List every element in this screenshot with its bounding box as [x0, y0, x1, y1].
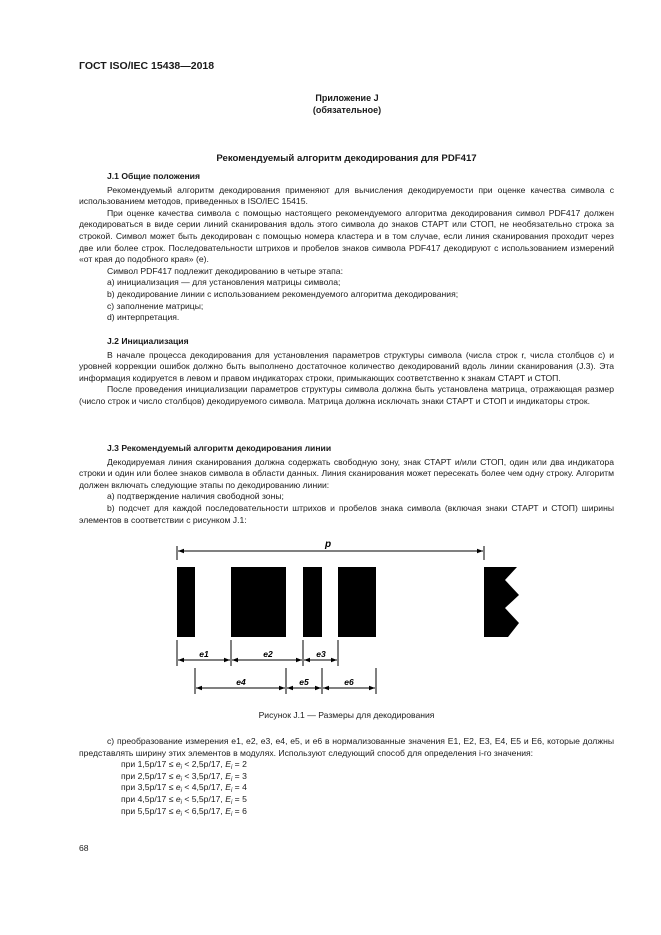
label-e6: e6 — [344, 677, 354, 687]
bar-broken — [484, 567, 519, 637]
paragraph: В начале процесса декодирования для установления параметров структуры символа (числа строк r, числа столбцов c) и уровней коррекции ошибок должно быть выполнено достаточное количество декодирований вдоль линии сканирования (J.3). Эта информация кодируется в левом и правом индикаторах строки, примыкающих соответственно к знакам СТАРТ и СТОП. — [79, 349, 614, 383]
paragraph: b) подсчет для каждой последовательности штрихов и пробелов знака символа (включая знаки СТАРТ и СТОП) ширины элементов в соответствии с рисунком J.1: — [79, 502, 614, 525]
paragraph: После проведения инициализации параметров структуры символа должна быть установлена матрица, отражающая размер (число строк и число столбцов) декодируемого символа. Матрица должна исключать знаки СТАРТ и СТОП и индикаторы строк. — [79, 384, 614, 406]
label-e5: e5 — [299, 677, 309, 687]
rule-line: при $5,5p/17 \le e_i < 6,5p/17$, $E_i = 6$ — [121, 805, 247, 818]
dimension-p — [177, 539, 484, 560]
dimension-row-lower — [195, 668, 376, 694]
section-heading: J.3 Рекомендуемый алгоритм декодирования линии — [107, 443, 332, 453]
label-p: p — [324, 539, 332, 550]
annex-title: Приложение J — [315, 93, 379, 103]
section-normalization — [79, 736, 614, 817]
bar-3 — [303, 567, 322, 637]
paragraph: c) преобразование измерения e1, e2, e3, e4, e5, и e6 в нормализованные значения E1, E2, E3, E4, E5 и E6, которые должны представлять ширину этих элементов в модулях. Используют следующий способ для определения i-го значения: — [79, 736, 614, 758]
label-e3: e3 — [316, 649, 326, 659]
rule-line: при $2,5p/17 \le e_i < 3,5p/17$, $E_i = 3$ — [121, 770, 247, 783]
standard-header: ГОСТ ISO/IEC 15438—2018 — [79, 60, 215, 72]
label-e4: e4 — [236, 677, 246, 687]
annex-status: (обязательное) — [312, 105, 382, 115]
bar-2 — [231, 567, 286, 637]
list-item: c) заполнение матрицы; — [107, 300, 204, 311]
label-e1: e1 — [199, 649, 209, 659]
list-item: а) подтверждение наличия свободной зоны; — [107, 491, 284, 502]
label-e2: e2 — [263, 649, 273, 659]
section-heading: J.1 Общие положения — [107, 171, 200, 181]
bar-1 — [177, 567, 195, 637]
rule-line: при $1,5p/17 \le e_i < 2,5p/17$, $E_i = 2$ — [121, 759, 247, 772]
list-item: d) интерпретация. — [107, 312, 180, 323]
list-item: b) декодирование линии с использованием рекомендуемого алгоритма декодирования; — [107, 288, 459, 299]
rule-line: при $4,5p/17 \le e_i < 5,5p/17$, $E_i = 5$ — [121, 793, 247, 806]
dimension-row-upper — [177, 640, 338, 666]
figure-caption: Рисунок J.1 — Размеры для декодирования — [258, 710, 435, 720]
page-number: 68 — [79, 843, 89, 853]
paragraph: Рекомендуемый алгоритм декодирования применяют для вычисления декодируемости при оценке качества символа с использованием методов, приведенных в ISO/IEC 15415. — [79, 184, 614, 207]
section-heading: J.2 Инициализация — [107, 336, 189, 346]
rules-list — [79, 759, 614, 817]
rule-line: при $3,5p/17 \le e_i < 4,5p/17$, $E_i = 4$ — [121, 782, 247, 795]
paragraph: При оценке качества символа с помощью настоящего рекомендуемого алгоритма декодирования символ PDF417 должен декодироваться в виде серии линий сканирования вдоль этого символа до знаков СТАРТ или СТОП, не необязательно строка за строкой. Символ может быть декодирован с помощью номера кластера и в том случае, если линия сканирования проходит через две или более строк. Последовательности штрихов и пробелов знаков символа PDF417 декодируют с использованием измерений «от края до подобного края» (e). — [79, 207, 614, 265]
paragraph: Декодируемая линия сканирования должна содержать свободную зону, знак СТАРТ и/или СТОП, один или два индикатора строки и один или более знаков символа в области данных. Линия сканирования может пересекать более чем одну строку. Алгоритм должен включать следующие этапы по декодированию линии: — [79, 456, 614, 490]
paragraph: Символ PDF417 подлежит декодированию в четыре этапа: — [107, 265, 343, 276]
appendix-title: Рекомендуемый алгоритм декодирования для PDF417 — [216, 153, 477, 164]
bar-4 — [338, 567, 376, 637]
list-item: а) инициализация — для установления матрицы символа; — [107, 277, 341, 288]
